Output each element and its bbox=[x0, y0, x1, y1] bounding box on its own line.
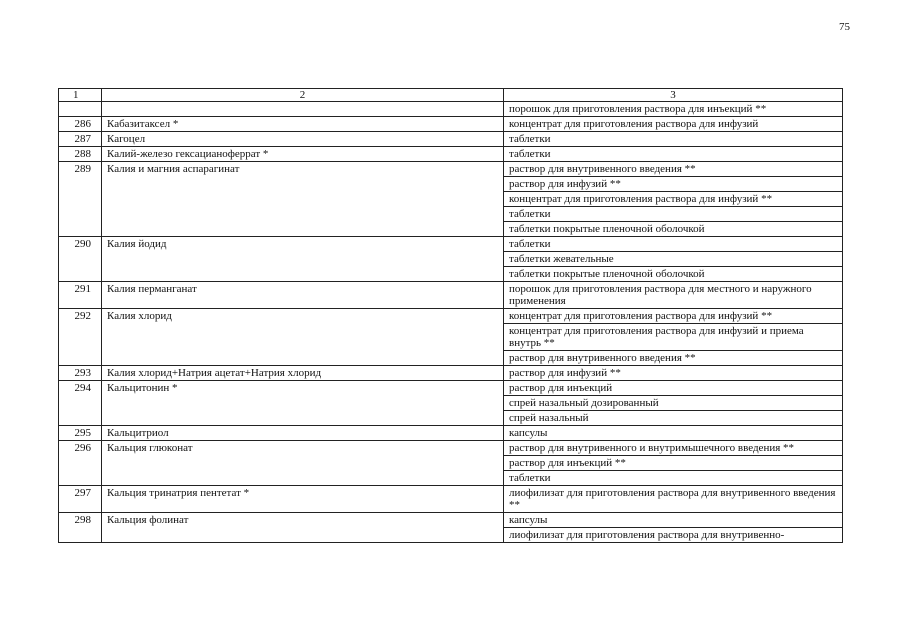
row-number-cell: 295 bbox=[59, 426, 102, 441]
dosage-form-cell: раствор для инфузий ** bbox=[504, 177, 843, 192]
drug-name-cell: Калия йодид bbox=[102, 237, 504, 282]
table-row bbox=[59, 381, 843, 396]
drug-name-cell: Кабазитаксел * bbox=[102, 117, 504, 132]
dosage-form-cell: таблетки жевательные bbox=[504, 252, 843, 267]
table-row bbox=[59, 441, 843, 456]
row-number-cell: 292 bbox=[59, 309, 102, 366]
drug-name-cell: Кальция глюконат bbox=[102, 441, 504, 486]
row-number-cell: 287 bbox=[59, 132, 102, 147]
table-row bbox=[59, 426, 843, 441]
dosage-form-cell: раствор для инъекций bbox=[504, 381, 843, 396]
dosage-form-cell: раствор для инфузий ** bbox=[504, 366, 843, 381]
dosage-form-cell: капсулы bbox=[504, 426, 843, 441]
row-number-cell: 293 bbox=[59, 366, 102, 381]
dosage-form-cell: концентрат для приготовления раствора для инфузий ** bbox=[504, 192, 843, 207]
drug-name-cell bbox=[102, 102, 504, 117]
row-number-cell: 298 bbox=[59, 513, 102, 543]
dosage-form-cell: порошок для приготовления раствора для инъекций ** bbox=[504, 102, 843, 117]
dosage-form-cell: раствор для внутривенного введения ** bbox=[504, 162, 843, 177]
drug-name-cell: Кальцитриол bbox=[102, 426, 504, 441]
drug-name-cell: Кальция тринатрия пентетат * bbox=[102, 486, 504, 513]
dosage-form-cell: таблетки bbox=[504, 147, 843, 162]
dosage-form-cell: таблетки bbox=[504, 471, 843, 486]
header-col-3: 3 bbox=[504, 89, 843, 102]
drug-name-cell: Калия и магния аспарагинат bbox=[102, 162, 504, 237]
table-row bbox=[59, 282, 843, 309]
drug-name-cell: Калия хлорид+Натрия ацетат+Натрия хлорид bbox=[102, 366, 504, 381]
row-number-cell: 290 bbox=[59, 237, 102, 282]
dosage-form-cell: лиофилизат для приготовления раствора для внутривенно- bbox=[504, 528, 843, 543]
dosage-form-cell: раствор для инъекций ** bbox=[504, 456, 843, 471]
row-number-cell: 294 bbox=[59, 381, 102, 426]
dosage-form-cell: концентрат для приготовления раствора для инфузий bbox=[504, 117, 843, 132]
table-body bbox=[59, 89, 843, 543]
table-row bbox=[59, 237, 843, 252]
dosage-form-cell: концентрат для приготовления раствора для инфузий и приема внутрь ** bbox=[504, 324, 843, 351]
table-row bbox=[59, 366, 843, 381]
header-col-2: 2 bbox=[102, 89, 504, 102]
drug-name-cell: Кагоцел bbox=[102, 132, 504, 147]
table-row bbox=[59, 102, 843, 117]
dosage-form-cell: раствор для внутривенного введения ** bbox=[504, 351, 843, 366]
dosage-form-cell: таблетки bbox=[504, 237, 843, 252]
dosage-form-cell: таблетки покрытые пленочной оболочкой bbox=[504, 267, 843, 282]
dosage-form-cell: таблетки bbox=[504, 132, 843, 147]
drug-table bbox=[58, 88, 843, 543]
drug-name-cell: Кальцитонин * bbox=[102, 381, 504, 426]
dosage-form-cell: таблетки bbox=[504, 207, 843, 222]
row-number-cell: 286 bbox=[59, 117, 102, 132]
drug-name-cell: Калий-железо гексацианоферрат * bbox=[102, 147, 504, 162]
table-row bbox=[59, 147, 843, 162]
row-number-cell: 289 bbox=[59, 162, 102, 237]
table-row bbox=[59, 513, 843, 528]
table-row bbox=[59, 162, 843, 177]
table-row bbox=[59, 117, 843, 132]
page-number: 75 bbox=[839, 21, 850, 33]
dosage-form-cell: таблетки покрытые пленочной оболочкой bbox=[504, 222, 843, 237]
table-row bbox=[59, 309, 843, 324]
row-number-cell: 288 bbox=[59, 147, 102, 162]
dosage-form-cell: лиофилизат для приготовления раствора для внутривенного введения ** bbox=[504, 486, 843, 513]
drug-name-cell: Калия перманганат bbox=[102, 282, 504, 309]
table-row bbox=[59, 132, 843, 147]
dosage-form-cell: спрей назальный bbox=[504, 411, 843, 426]
row-number-cell: 296 bbox=[59, 441, 102, 486]
header-col-1: 1 bbox=[59, 89, 102, 102]
row-number-cell: 291 bbox=[59, 282, 102, 309]
dosage-form-cell: спрей назальный дозированный bbox=[504, 396, 843, 411]
table-row bbox=[59, 486, 843, 513]
row-number-cell: 297 bbox=[59, 486, 102, 513]
drug-name-cell: Кальция фолинат bbox=[102, 513, 504, 543]
dosage-form-cell: концентрат для приготовления раствора для инфузий ** bbox=[504, 309, 843, 324]
row-number-cell bbox=[59, 102, 102, 117]
dosage-form-cell: капсулы bbox=[504, 513, 843, 528]
dosage-form-cell: раствор для внутривенного и внутримышечного введения ** bbox=[504, 441, 843, 456]
dosage-form-cell: порошок для приготовления раствора для местного и наружного применения bbox=[504, 282, 843, 309]
table-header-row bbox=[59, 89, 843, 102]
drug-name-cell: Калия хлорид bbox=[102, 309, 504, 366]
